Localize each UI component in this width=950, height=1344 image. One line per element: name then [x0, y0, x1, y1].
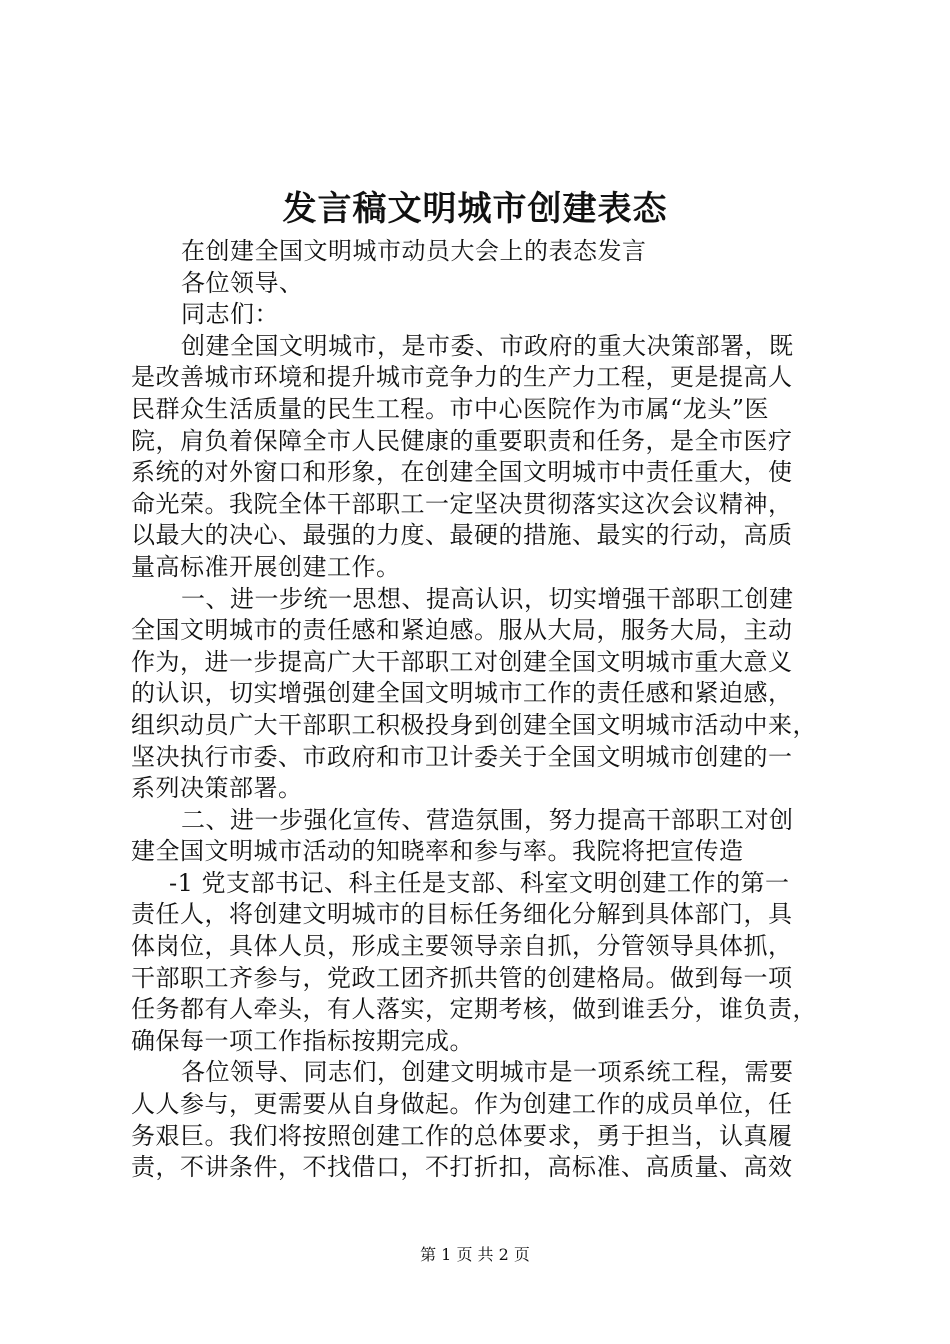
text-line: 创建全国文明城市，是市委、市政府的重大决策部署，既: [181, 331, 794, 360]
text-line: 在创建全国文明城市动员大会上的表态发言: [181, 237, 647, 265]
text-line: 体岗位，具体人员，形成主要领导亲自抓，分管领导具体抓，: [131, 932, 793, 961]
text-line: 确保每一项工作指标按期完成。: [131, 1026, 474, 1055]
text-line: 任务都有人牵头，有人落实，定期考核，做到谁丢分，谁负责，: [131, 995, 817, 1024]
text-line: 坚决执行市委、市政府和市卫计委关于全国文明城市创建的一: [131, 742, 793, 771]
text-line: 民群众生活质量的民生工程。市中心医院作为市属“龙头”医: [131, 394, 770, 423]
text-line: 干部职工齐参与，党政工团齐抓共管的创建格局。做到每一项: [131, 963, 793, 992]
document-title: 发言稿文明城市创建表态: [282, 189, 668, 229]
text-line: 责，不讲条件，不找借口，不打折扣，高标准、高质量、高效: [131, 1153, 793, 1182]
text-line: 责任人，将创建文明城市的目标任务细化分解到具体部门，具: [131, 900, 793, 929]
text-line: 是改善城市环境和提升城市竞争力的生产力工程，更是提高人: [131, 363, 793, 392]
text-line: 院，肩负着保障全市人民健康的重要职责和任务，是全市医疗: [131, 426, 793, 455]
page-footer: 第 1 页 共 2 页: [420, 1245, 530, 1264]
text-line: 组织动员广大干部职工积极投身到创建全国文明城市活动中来，: [131, 710, 817, 739]
text-line: 各位领导、同志们，创建文明城市是一项系统工程，需要: [181, 1058, 794, 1087]
text-line: 同志们：: [181, 300, 279, 329]
text-line: 人人参与，更需要从自身做起。作为创建工作的成员单位，任: [131, 1090, 793, 1119]
text-line: 的认识，切实增强创建全国文明城市工作的责任感和紧迫感，: [131, 679, 793, 708]
text-line: 二、进一步强化宣传、营造氛围，努力提高干部职工对创: [181, 805, 794, 834]
text-line: 全国文明城市的责任感和紧迫感。服从大局，服务大局，主动: [131, 616, 793, 645]
text-line: 命光荣。我院全体干部职工一定坚决贯彻落实这次会议精神，: [131, 489, 793, 518]
text-line: 一、进一步统一思想、提高认识，切实增强干部职工创建: [181, 584, 794, 613]
text-line: 量高标准开展创建工作。: [131, 552, 401, 581]
text-line: 系统的对外窗口和形象，在创建全国文明城市中责任重大，使: [131, 458, 793, 487]
document-body: [131, 236, 831, 1184]
text-line: 系列决策部署。: [131, 774, 303, 803]
text-line: 务艰巨。我们将按照创建工作的总体要求，勇于担当，认真履: [131, 1121, 793, 1150]
text-line: 以最大的决心、最强的力度、最硬的措施、最实的行动，高质: [131, 521, 793, 550]
text-line: 作为，进一步提高广大干部职工对创建全国文明城市重大意义: [131, 647, 793, 676]
text-line: 各位领导、: [181, 268, 304, 297]
text-line: -1 党支部书记、科主任是支部、科室文明创建工作的第一: [169, 868, 790, 897]
text-line: 建全国文明城市活动的知晓率和参与率。我院将把宣传造: [131, 837, 744, 866]
